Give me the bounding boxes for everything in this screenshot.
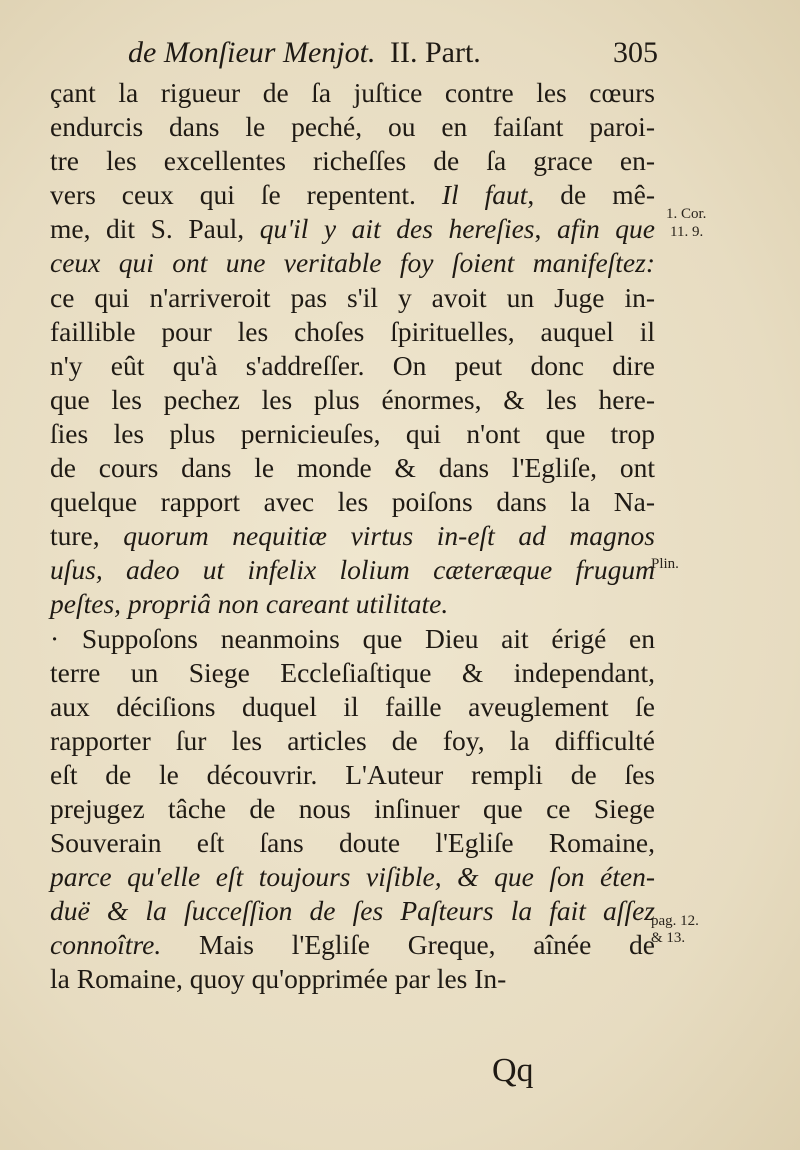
text-line bbox=[50, 76, 655, 110]
margin-note-cor-label: 1. Cor. bbox=[666, 206, 707, 222]
text-segment: , bbox=[534, 213, 557, 245]
margin-note-plin bbox=[651, 556, 679, 573]
text-segment: rapporter ſur les articles de foy, la difficulté bbox=[50, 724, 655, 756]
italic-segment: quorum nequitiæ virtus in-eſt ad magnos bbox=[123, 520, 655, 552]
margin-note-plin-label: Plin. bbox=[651, 556, 679, 572]
page-number: 305 bbox=[613, 36, 658, 69]
italic-segment: Il faut bbox=[441, 179, 528, 211]
italic-segment: parce qu'elle eſt toujours viſible, & que ſon éten- bbox=[50, 861, 655, 893]
text-segment: terre un Siege Eccleſiaſtique & independant, bbox=[50, 656, 655, 688]
text-line bbox=[50, 587, 655, 621]
text-segment: ture, bbox=[50, 520, 124, 552]
text-segment: quelque rapport avec les poiſons dans la Na- bbox=[50, 486, 655, 518]
italic-segment: peſtes, propriâ non careant utilitate. bbox=[50, 588, 449, 620]
text-line bbox=[50, 451, 655, 485]
text-segment: n'y eût qu'à s'addreſſer. On peut donc dire bbox=[50, 349, 655, 381]
margin-note-pag-label: pag. 12. bbox=[651, 913, 699, 929]
text-segment: eſt de le découvrir. L'Auteur rempli de ſes bbox=[50, 758, 655, 790]
text-segment: Souverain eſt ſans doute l'Egliſe Romaine, bbox=[50, 827, 655, 859]
text-line bbox=[50, 212, 655, 246]
text-segment: ce qui n'arriveroit pas s'il y avoit un Juge in- bbox=[50, 281, 655, 313]
body-text bbox=[50, 76, 655, 997]
text-line bbox=[50, 656, 655, 690]
running-title: de Monſieur Menjot. bbox=[128, 36, 376, 69]
text-line bbox=[50, 485, 655, 519]
text-line bbox=[50, 928, 655, 962]
italic-segment: duë & la ſucceſſion de ſes Paſteurs la fait aſſez bbox=[50, 895, 655, 927]
italic-segment: qu'il y ait des hereſies bbox=[259, 213, 535, 245]
text-segment: · Suppoſons neanmoins que Dieu ait érigé en bbox=[50, 622, 655, 654]
text-line bbox=[50, 349, 655, 383]
text-segment: Mais l'Egliſe Greque, aînée de bbox=[199, 929, 656, 961]
text-line bbox=[50, 758, 655, 792]
italic-segment: afin que bbox=[556, 213, 655, 245]
text-segment: çant la rigueur de ſa juſtice contre les cœurs bbox=[50, 77, 655, 108]
text-line bbox=[50, 894, 655, 928]
text-line bbox=[50, 383, 655, 417]
text-segment: me, dit S. Paul, bbox=[50, 213, 260, 245]
text-line bbox=[50, 962, 655, 996]
text-line bbox=[50, 110, 655, 144]
italic-segment: uſus, adeo ut infelix lolium cæteræque frugum bbox=[50, 554, 655, 586]
text-segment: de cours dans le monde & dans l'Egliſe, ont bbox=[50, 452, 655, 484]
text-line bbox=[50, 178, 655, 212]
text-line bbox=[50, 246, 655, 280]
text-line bbox=[50, 417, 655, 451]
italic-segment: ceux qui ont une veritable foy ſoient manifeſtez: bbox=[50, 247, 655, 279]
italic-segment: connoître. bbox=[50, 929, 199, 961]
text-line bbox=[50, 519, 655, 553]
text-line bbox=[50, 724, 655, 758]
text-line bbox=[50, 553, 655, 587]
margin-note-cor-ref bbox=[670, 224, 703, 241]
text-line bbox=[50, 144, 655, 178]
margin-note-pag bbox=[651, 913, 699, 930]
text-segment: vers ceux qui ſe repentent. bbox=[50, 179, 442, 211]
text-segment: la Romaine, quoy qu'opprimée par les In- bbox=[50, 963, 507, 995]
running-header bbox=[128, 28, 658, 78]
margin-note-cor-ref-label: 11. 9. bbox=[670, 224, 704, 240]
text-segment: endurcis dans le peché, ou en faiſant paroi- bbox=[50, 111, 655, 143]
text-line bbox=[50, 690, 655, 724]
text-line bbox=[50, 315, 655, 349]
text-line bbox=[50, 622, 655, 656]
text-segment: prejugez tâche de nous inſinuer que ce Siege bbox=[50, 792, 655, 824]
text-segment: aux déciſions duquel il faille aveuglement ſe bbox=[50, 690, 655, 722]
text-segment: que les pechez les plus énormes, & les here- bbox=[50, 383, 655, 415]
text-segment: ſies les plus pernicieuſes, qui n'ont que trop bbox=[50, 417, 655, 449]
text-line bbox=[50, 860, 655, 894]
part-label: II. Part. bbox=[390, 36, 481, 69]
margin-note-pag-ref-label: & 13. bbox=[651, 930, 686, 946]
margin-note-cor bbox=[666, 206, 706, 223]
text-line bbox=[50, 281, 655, 315]
text-segment: faillible pour les choſes ſpirituelles, auquel il bbox=[50, 315, 655, 347]
text-segment: tre les excellentes richeſſes de ſa grace en- bbox=[50, 145, 655, 177]
text-line bbox=[50, 792, 655, 826]
margin-note-pag-ref bbox=[651, 930, 685, 947]
text-line bbox=[50, 826, 655, 860]
signature-mark: Qq bbox=[492, 1052, 534, 1089]
text-segment: , de mê- bbox=[527, 179, 655, 211]
